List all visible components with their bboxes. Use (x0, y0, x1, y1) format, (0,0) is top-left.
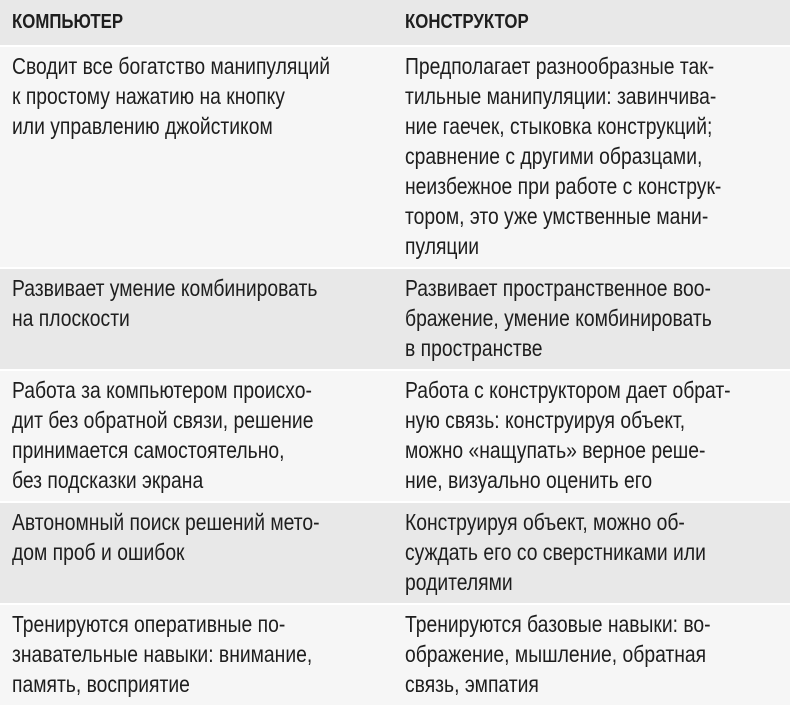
cell-constructor (405, 375, 785, 495)
cell-text-line: принимается самостоятельно, (12, 437, 285, 463)
cell-text-line: неизбежное при работе с конструк- (405, 173, 722, 199)
table-body (0, 47, 790, 705)
cell-text-line: Работа за компьютером происхо- (12, 377, 312, 403)
cell-text-line: в пространстве (405, 335, 543, 361)
cell-text-line: тором, это уже умственные мани- (405, 203, 709, 229)
cell-text-line: тильные манипуляции: завинчива- (405, 83, 717, 109)
table-row (0, 371, 790, 501)
cell-constructor (405, 51, 785, 261)
cell-text-line: Автономный поиск решений мето- (12, 509, 320, 535)
cell-text-line: или управлению джойстиком (12, 113, 273, 139)
table-header (0, 0, 790, 45)
cell-text-line: к простому нажатию на кнопку (12, 83, 285, 109)
table-row (0, 47, 790, 267)
cell-text-line: связь, эмпатия (405, 671, 539, 697)
column-header-computer: КОМПЬЮТЕР (12, 11, 124, 33)
cell-text-line: родителями (405, 569, 513, 595)
cell-text-line: пуляции (405, 233, 480, 259)
cell-text-line: ную связь: конструируя объект, (405, 407, 686, 433)
cell-text-line: сравнение с другими образцами, (405, 143, 703, 169)
cell-constructor (405, 507, 785, 597)
cell-text-line: ние гаечек, стыковка конструкций; (405, 113, 713, 139)
cell-text-line: дит без обратной связи, решение (12, 407, 314, 433)
cell-text-line: Работа с конструктором дает обрат- (405, 377, 731, 403)
cell-computer (12, 51, 393, 261)
cell-text-line: Развивает умение комбинировать (12, 275, 318, 301)
cell-constructor (405, 273, 785, 363)
table-row (0, 605, 790, 705)
cell-text-line: Конструируя объект, можно об- (405, 509, 685, 535)
cell-text-line: суждать его со сверстниками или (405, 539, 706, 565)
cell-text-line: ние, визуально оценить его (405, 467, 653, 493)
cell-computer (12, 609, 393, 699)
table-row (0, 503, 790, 603)
cell-text-line: дом проб и ошибок (12, 539, 185, 565)
cell-text-line: Предполагает разнообразные так- (405, 53, 715, 79)
cell-text-line: бражение, умение комбинировать (405, 305, 712, 331)
cell-text-line: Тренируются базовые навыки: во- (405, 611, 711, 637)
cell-text-line: Развивает пространственное воо- (405, 275, 711, 301)
cell-text-line: Тренируются оперативные по- (12, 611, 286, 637)
cell-text-line: ображение, мышление, обратная (405, 641, 707, 667)
cell-text-line: на плоскости (12, 305, 130, 331)
column-header-constructor: КОНСТРУКТОР (405, 11, 529, 33)
cell-computer (12, 273, 393, 363)
cell-text-line: Сводит все богатство манипуляций (12, 53, 331, 79)
table-row (0, 269, 790, 369)
cell-text-line: без подсказки экрана (12, 467, 204, 493)
cell-computer (12, 507, 393, 597)
cell-text-line: можно «нащупать» верное реше- (405, 437, 706, 463)
cell-constructor (405, 609, 785, 699)
cell-text-line: память, восприятие (12, 671, 190, 697)
cell-computer (12, 375, 393, 495)
cell-text-line: знавательные навыки: внимание, (12, 641, 313, 667)
